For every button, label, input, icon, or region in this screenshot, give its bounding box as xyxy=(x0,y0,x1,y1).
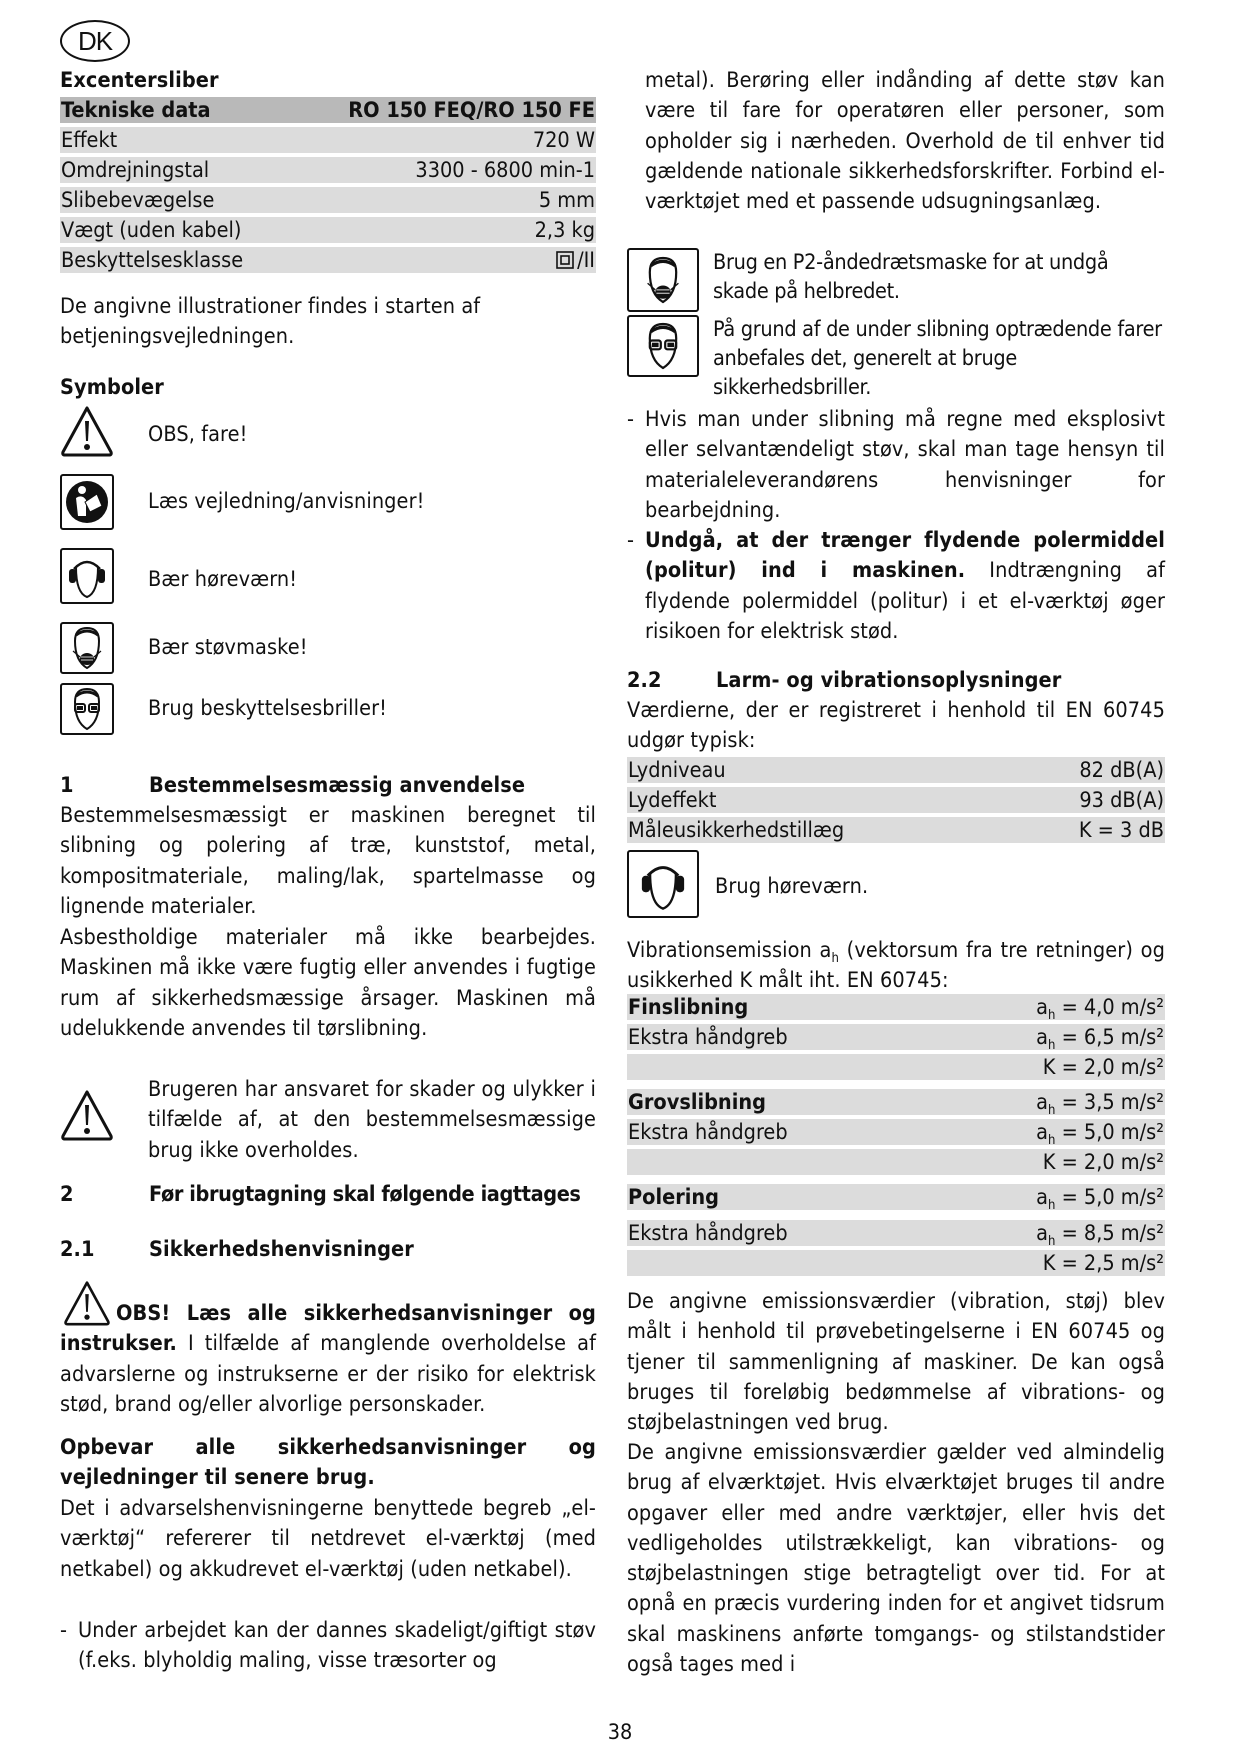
row-value-wrap xyxy=(556,248,595,273)
table-row xyxy=(627,787,1165,813)
bullet-normal-text: Indtrængning af flydende polermiddel (politur) i et el-værktøj øger risikoen for elektrisk stød. xyxy=(645,558,1165,644)
hearing-note-text: Brug høreværn. xyxy=(715,873,869,899)
section-2-2-heading xyxy=(627,666,1165,696)
page-number: 38 xyxy=(607,1720,633,1745)
symbol-item xyxy=(60,622,308,674)
row-label: Ekstra håndgreb xyxy=(628,1119,788,1145)
row-value: 3300 - 6800 min-1 xyxy=(415,157,595,183)
safety-goggles-icon xyxy=(60,683,114,735)
row-label: Omdrejningstal xyxy=(61,157,210,183)
read-manual-icon xyxy=(60,474,114,530)
emission-paragraph-1: De angivne emissionsværdier (vibration, støj) blev målt i henhold til prøvebetingelserne i EN 60745 og tjener til sammenligning af maskiner. De kan også bruges til foreløbig bedømmelse af vibrations- og støjbelastningen ved brug. xyxy=(627,1289,1165,1436)
symbol-item xyxy=(60,405,247,457)
symbol-label: Bær støvmaske! xyxy=(148,634,308,660)
warning-triangle-icon xyxy=(60,1089,114,1141)
vibration-group-polering xyxy=(627,1184,1165,1276)
row-value: 93 dB(A) xyxy=(1079,787,1164,813)
row-value: 82 dB(A) xyxy=(1079,757,1164,783)
table-row xyxy=(627,1089,1165,1118)
bullet-text: Under arbejdet kan der dannes skadeligt/giftigt støv (f.eks. blyholdig maling, visse træsorter og xyxy=(78,1618,596,1674)
row-label: Beskyttelsesklasse xyxy=(61,247,244,273)
table-row xyxy=(627,1149,1165,1175)
row-value: $a_h = 6,5$ m/s² xyxy=(1036,1024,1164,1053)
bullet-text xyxy=(645,526,1165,647)
section-number: 2 xyxy=(60,1182,74,1207)
vibration-table xyxy=(627,994,1165,1280)
row-value: $a_h = 5,0$ m/s² xyxy=(1036,1119,1164,1148)
term-definition-paragraph: Det i advarselshenvisningerne benyttede begreb „el-værktøj“ refererer til netdrevet el-værktøj (med netkabel) og akkudrevet el-værktøj (uden netkabel). xyxy=(60,1496,596,1582)
section-2-heading xyxy=(60,1180,600,1210)
bullet-dash: - xyxy=(627,407,635,432)
row-value: 5 mm xyxy=(538,187,595,213)
warning-text: I tilfælde af manglende overholdelse af advarslerne og instrukserne er der risiko for elektrisk stød, brand og/eller alvorlige personskader. xyxy=(60,1331,596,1417)
row-value: $a_h = 5,0$ m/s² xyxy=(1036,1184,1164,1213)
table-row xyxy=(627,1119,1165,1148)
section-number: 2.2 xyxy=(627,668,662,693)
mask-note xyxy=(627,248,1165,312)
emission-paragraph-2: De angivne emissionsværdier gælder ved almindelig brug af elværktøjet. Hvis elværktøjet bruges til andre opgaver eller med andre værktøjer, eller hvis det vedligeholdes utilstrækkeligt, kan vibrations- og støjbelastningen stige betragteligt over tid. For at opnå en præcis vurdering inden for et angivet tidsrum skal maskinens anførte tomgangs- og stilstandstider også tages med i xyxy=(627,1440,1165,1678)
tech-table-header-label: Tekniske data xyxy=(61,97,211,123)
language-badge: DK xyxy=(60,20,130,62)
symbols-heading: Symboler xyxy=(60,375,164,400)
table-row xyxy=(60,157,596,183)
row-label: Ekstra håndgreb xyxy=(628,1024,788,1050)
table-row xyxy=(60,247,596,273)
row-value: K = 3 dB xyxy=(1078,817,1164,843)
row-label: Grovslibning xyxy=(628,1089,766,1115)
section-2-1-heading xyxy=(60,1235,596,1265)
bullet-dash: - xyxy=(60,1618,68,1643)
section-title: Sikkerhedshenvisninger xyxy=(149,1237,414,1262)
table-row xyxy=(627,1024,1165,1053)
ear-protection-icon xyxy=(627,850,699,918)
row-value: /II xyxy=(577,247,595,273)
row-label: Slibebevægelse xyxy=(61,187,215,213)
hearing-protection-note xyxy=(627,850,868,918)
vibration-intro xyxy=(627,936,1165,997)
section-1-paragraph-1: Bestemmelsesmæssigt er maskinen beregnet til slibning og polering af træ, kunststof, metal, kompositmateriale, maling/lak, spartelmasse og lignende materialer. xyxy=(60,803,596,919)
symbol-label: OBS, fare! xyxy=(148,421,248,447)
tech-table-header xyxy=(60,97,596,123)
warning-bold-text: OBS! Læs alle sikkerhedsanvisninger og instrukser. xyxy=(60,1301,596,1357)
row-value: K = 2,0 m/s² xyxy=(1042,1054,1164,1080)
keep-instructions-note: Opbevar alle sikkerhedsanvisninger og vejledninger til senere brug. xyxy=(60,1435,596,1491)
bullet-item xyxy=(60,1616,596,1677)
illustrations-note: De angivne illustrationer findes i starten af betjeningsvejledningen. xyxy=(60,294,481,350)
table-row xyxy=(627,1250,1165,1276)
goggles-note xyxy=(627,315,1165,402)
warning-text: Brugeren har ansvaret for skader og ulykker i tilfælde af, at den bestemmelsesmæssige brug ikke overholdes. xyxy=(148,1077,596,1163)
symbol-item xyxy=(60,474,424,530)
section-1-paragraph-2: Asbestholdige materialer må ikke bearbejdes. Maskinen må ikke være fugtig eller anvendes i fugtige rum af sikkerhedsmæssige årsager. Maskinen må udelukkende anvendes til tørslibning. xyxy=(60,925,596,1041)
goggles-note-text: På grund af de under slibning optrædende farer anbefales det, generelt at bruge sikkerhedsbriller. xyxy=(713,317,1162,400)
vibration-group-finslibning xyxy=(627,994,1165,1080)
symbol-item xyxy=(60,683,387,735)
dust-mask-icon xyxy=(627,248,699,312)
row-value: $a_h = 8,5$ m/s² xyxy=(1036,1220,1164,1249)
section-1-heading xyxy=(60,771,596,801)
noise-table xyxy=(627,757,1165,847)
section-title: Bestemmelsesmæssig anvendelse xyxy=(149,773,526,798)
tech-data-table xyxy=(60,97,596,277)
vib-intro-part: (vektorsum fra tre retninger) og usikkerhed K målt iht. EN 60745: xyxy=(627,938,1165,994)
row-value: 2,3 kg xyxy=(534,217,595,243)
double-insulation-icon xyxy=(556,251,574,269)
bullet-continuation: metal). Berøring eller indånding af dette støv kan være til fare for operatøren eller personer, som opholder sig i nærheden. Overhold de til enhver tid gældende nationale sikkerhedsforskrifter. Forbind el-værktøjet med et passende udsugningsanlæg. xyxy=(645,68,1165,215)
row-label: Polering xyxy=(628,1184,719,1210)
product-title: Excentersliber xyxy=(60,68,219,93)
bullet-bold-text: Undgå, at der trænger flydende polermiddel (politur) ind i maskinen. xyxy=(645,528,1165,584)
row-label: Finslibning xyxy=(628,994,749,1020)
safety-goggles-icon xyxy=(627,315,699,377)
section-number: 1 xyxy=(60,773,74,798)
row-label: Lydeffekt xyxy=(628,787,717,813)
table-row xyxy=(627,994,1165,1023)
row-label: Ekstra håndgreb xyxy=(628,1220,788,1246)
symbol-item xyxy=(60,548,297,604)
symbol-label: Bær høreværn! xyxy=(148,566,298,592)
table-row xyxy=(627,1184,1165,1213)
warning-triangle-icon xyxy=(60,1280,114,1326)
row-value: $a_h = 3,5$ m/s² xyxy=(1036,1089,1164,1118)
noise-intro: Værdierne, der er registreret i henhold til EN 60745 udgør typisk: xyxy=(627,698,1165,754)
warning-triangle-icon xyxy=(60,405,114,457)
table-row xyxy=(60,187,596,213)
row-label: Effekt xyxy=(61,127,118,153)
table-row xyxy=(60,217,596,243)
mask-note-text: Brug en P2-åndedrætsmaske for at undgå skade på helbredet. xyxy=(713,250,1109,304)
bullet-item xyxy=(627,526,1165,647)
row-value: K = 2,5 m/s² xyxy=(1042,1250,1164,1276)
section-title: Larm- og vibrationsoplysninger xyxy=(716,668,1062,693)
section-title: Før ibrugtagning skal følgende iagttages xyxy=(149,1182,581,1207)
bullet-dash: - xyxy=(627,528,635,553)
table-row xyxy=(627,1220,1165,1249)
table-row xyxy=(627,1054,1165,1080)
section-number: 2.1 xyxy=(60,1237,95,1262)
vib-intro-sub: h xyxy=(831,951,840,966)
ear-protection-icon xyxy=(60,548,114,604)
symbol-label: Brug beskyttelsesbriller! xyxy=(148,695,387,721)
vibration-group-grovslibning xyxy=(627,1089,1165,1175)
safety-warning-paragraph xyxy=(60,1280,596,1420)
symbol-label: Læs vejledning/anvisninger! xyxy=(148,488,425,514)
row-label: Vægt (uden kabel) xyxy=(61,217,242,243)
bullet-text: Hvis man under slibning må regne med eksplosivt eller selvantændeligt støv, skal man tage hensyn til materialeleverandørens henvisninger for bearbejdning. xyxy=(645,407,1165,523)
tech-table-header-model: RO 150 FEQ/RO 150 FE xyxy=(348,97,595,123)
row-value: $a_h = 4,0$ m/s² xyxy=(1036,994,1164,1023)
table-row xyxy=(627,757,1165,783)
dust-mask-icon xyxy=(60,622,114,674)
table-row xyxy=(60,127,596,153)
row-label: Måleusikkerhedstillæg xyxy=(628,817,845,843)
row-value: K = 2,0 m/s² xyxy=(1042,1149,1164,1175)
bullet-item xyxy=(627,405,1165,526)
table-row xyxy=(627,817,1165,843)
row-label: Lydniveau xyxy=(628,757,726,783)
row-value: 720 W xyxy=(532,127,595,153)
section-1-warning xyxy=(60,1075,596,1166)
vib-intro-part: Vibrationsemission a xyxy=(627,938,832,963)
